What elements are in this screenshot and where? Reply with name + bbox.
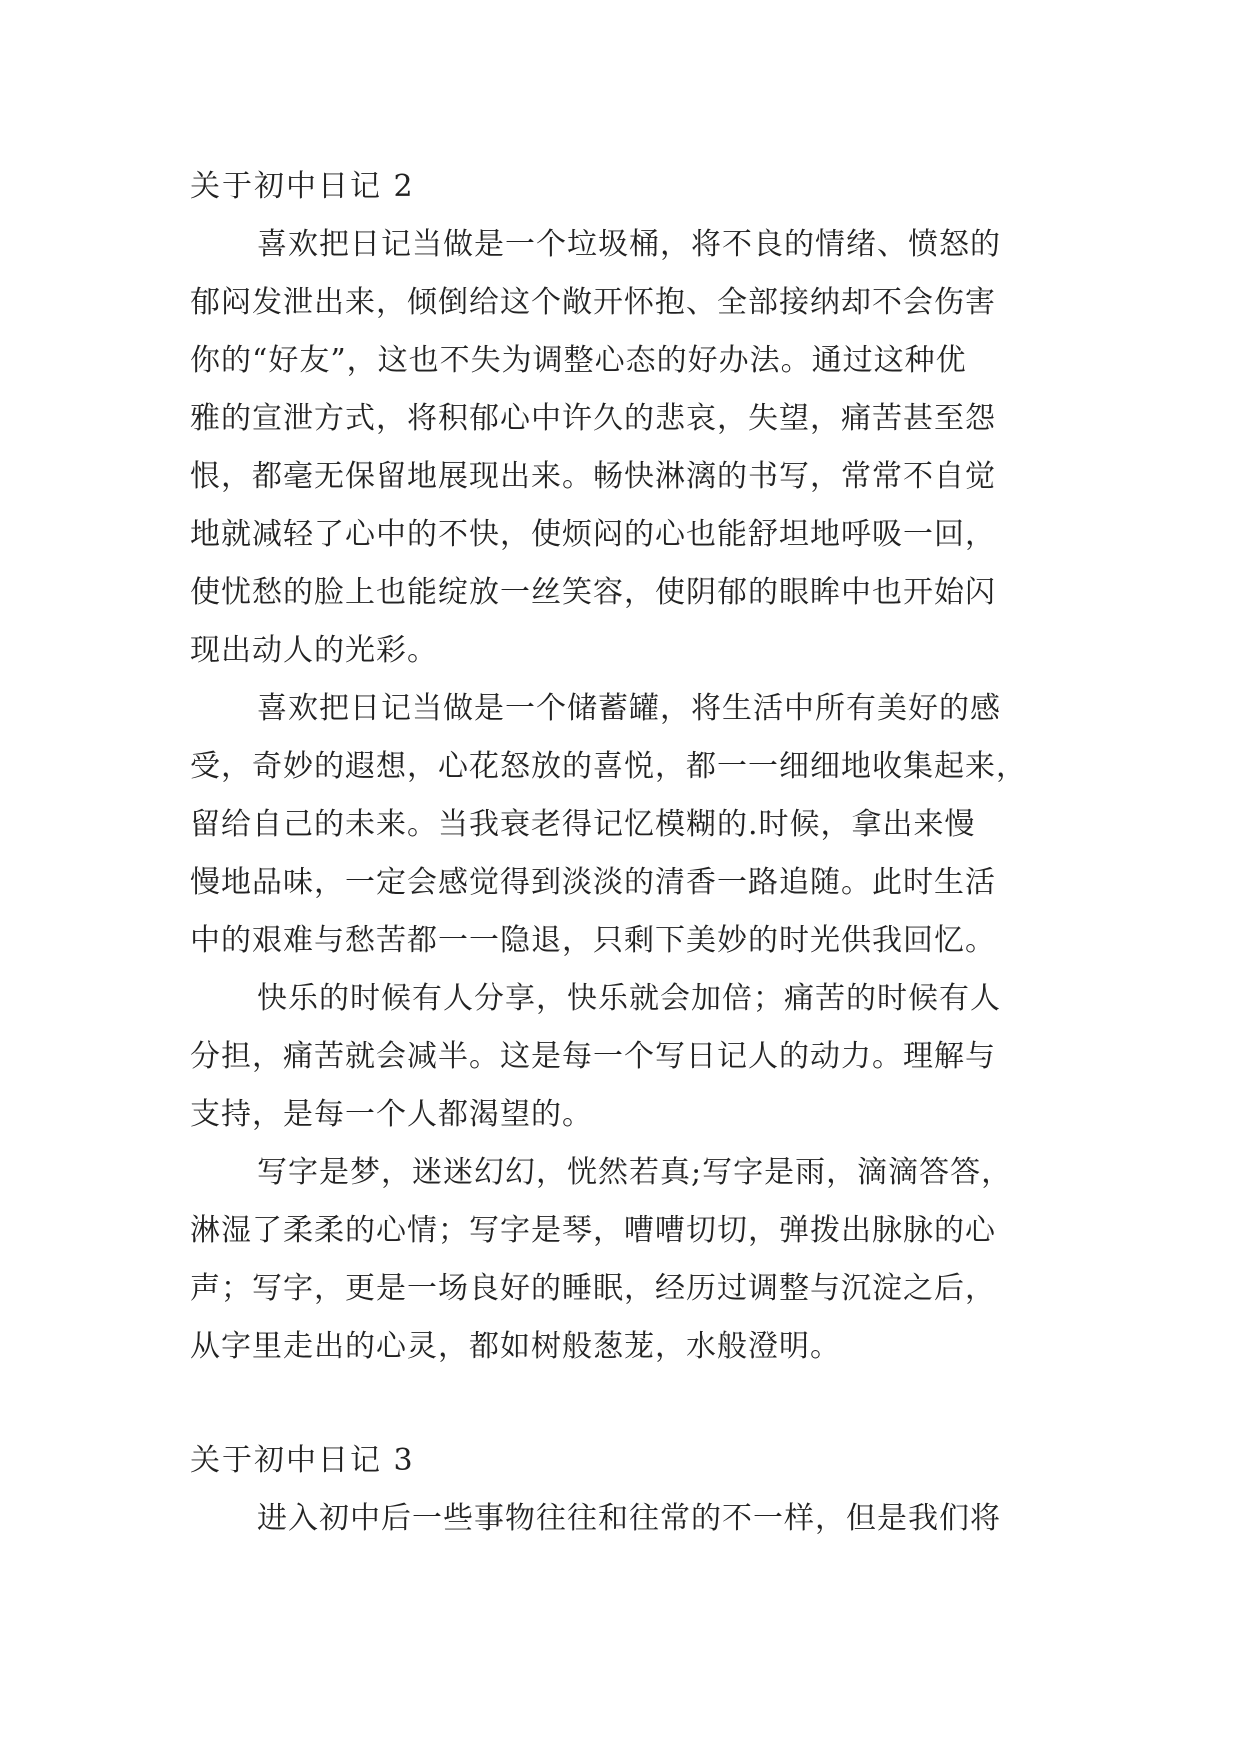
paragraph-line: 分担，痛苦就会减半。这是每一个写日记人的动力。理解与 <box>190 1039 996 1074</box>
paragraph-line: 慢地品味，一定会感觉得到淡淡的清香一路追随。此时生活 <box>190 865 996 900</box>
section-heading: 关于初中日记 3 <box>190 1443 415 1478</box>
paragraph-line: 现出动人的光彩。 <box>190 633 438 668</box>
paragraph-line: 地就减轻了心中的不快，使烦闷的心也能舒坦地呼吸一回， <box>190 517 996 552</box>
paragraph-line: 受，奇妙的遐想，心花怒放的喜悦，都一一细细地收集起来， <box>190 749 1027 784</box>
paragraph-line: 快乐的时候有人分享，快乐就会加倍；痛苦的时候有人 <box>257 981 1001 1016</box>
paragraph-line: 从字里走出的心灵，都如树般葱茏，水般澄明。 <box>190 1329 841 1364</box>
paragraph-line: 喜欢把日记当做是一个垃圾桶，将不良的情绪、愤怒的 <box>257 227 1001 262</box>
section-heading: 关于初中日记 2 <box>190 169 415 204</box>
paragraph-line: 喜欢把日记当做是一个储蓄罐，将生活中所有美好的感 <box>257 691 1001 726</box>
paragraph-line: 郁闷发泄出来，倾倒给这个敞开怀抱、全部接纳却不会伤害 <box>190 285 996 320</box>
paragraph-line: 淋湿了柔柔的心情；写字是琴，嘈嘈切切，弹拨出脉脉的心 <box>190 1213 996 1248</box>
paragraph-line: 使忧愁的脸上也能绽放一丝笑容，使阴郁的眼眸中也开始闪 <box>190 575 996 610</box>
paragraph-line: 雅的宣泄方式，将积郁心中许久的悲哀，失望，痛苦甚至怨 <box>190 401 996 436</box>
paragraph-line: 声；写字，更是一场良好的睡眠，经历过调整与沉淀之后， <box>190 1271 996 1306</box>
paragraph-line: 支持，是每一个人都渴望的。 <box>190 1097 593 1132</box>
paragraph-line: 进入初中后一些事物往往和往常的不一样，但是我们将 <box>257 1501 1001 1536</box>
paragraph-line: 你的“好友”，这也不失为调整心态的好办法。通过这种优 <box>190 343 967 378</box>
paragraph-line: 写字是梦，迷迷幻幻，恍然若真;写字是雨，滴滴答答， <box>257 1155 1013 1190</box>
paragraph-line: 中的艰难与愁苦都一一隐退，只剩下美妙的时光供我回忆。 <box>190 923 996 958</box>
paragraph-line: 留给自己的未来。当我衰老得记忆模糊的.时候，拿出来慢 <box>190 807 976 842</box>
paragraph-line: 恨，都毫无保留地展现出来。畅快淋漓的书写，常常不自觉 <box>190 459 996 494</box>
